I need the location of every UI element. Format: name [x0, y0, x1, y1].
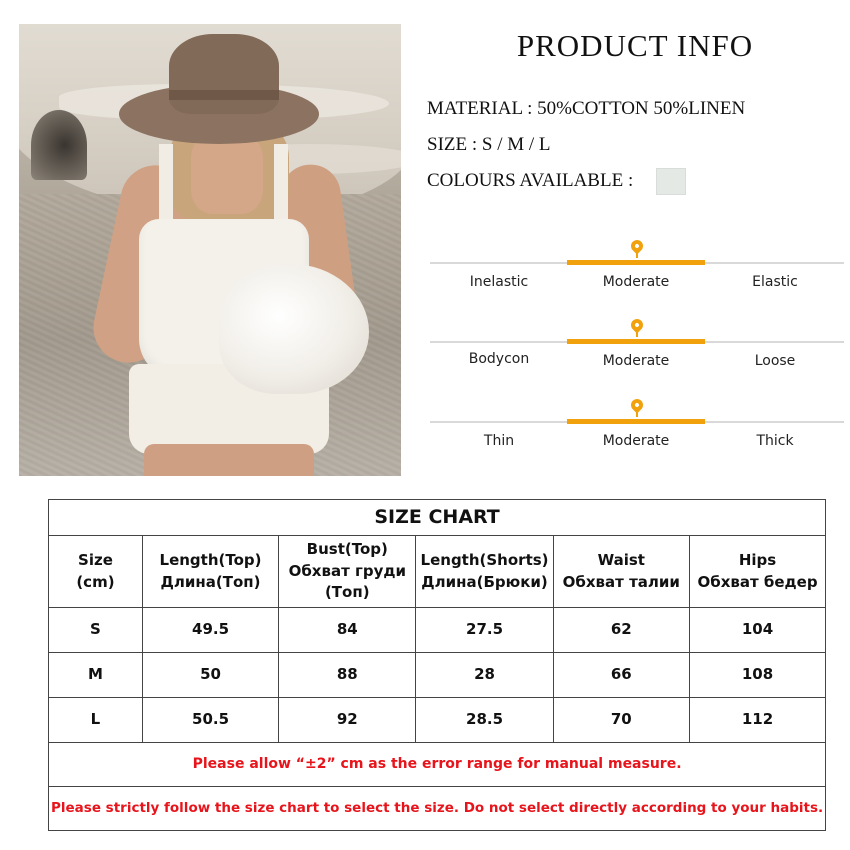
hat-band — [169, 90, 279, 100]
header-cell — [689, 536, 825, 608]
size-chart-header-row — [49, 536, 826, 608]
header-line: Size — [78, 550, 113, 569]
scale-label-right: Elastic — [752, 274, 798, 290]
scale-highlight — [567, 339, 705, 344]
error-range-note: Please allow “±2” cm as the error range for manual measure. — [49, 743, 826, 787]
white-stone — [219, 264, 369, 394]
fit-scale — [430, 319, 844, 389]
product-photo — [19, 24, 401, 476]
table-cell: 84 — [279, 608, 416, 653]
table-row — [49, 698, 826, 743]
header-cell — [279, 536, 416, 608]
size-line: SIZE : S / M / L — [427, 134, 551, 155]
table-row — [49, 653, 826, 698]
header-line: (Топ) — [324, 583, 370, 602]
scale-label-middle: Moderate — [602, 433, 670, 449]
scale-highlight — [567, 419, 705, 424]
header-line: Hips — [738, 550, 777, 569]
header-line: Обхват талии — [562, 572, 680, 591]
size-chart-table — [48, 499, 826, 831]
table-cell: S — [49, 608, 143, 653]
scale-label-left: Inelastic — [469, 274, 529, 290]
table-cell: 104 — [689, 608, 825, 653]
table-cell: 28.5 — [416, 698, 553, 743]
header-line: Waist — [597, 550, 645, 569]
elasticity-scale — [430, 240, 844, 310]
header-cell — [416, 536, 553, 608]
pin-stem — [636, 253, 638, 258]
scale-label-left: Bodycon — [468, 351, 530, 367]
colour-swatch[interactable] — [656, 168, 686, 195]
scale-label-right: Thick — [756, 433, 794, 449]
table-cell: 112 — [689, 698, 825, 743]
header-cell — [142, 536, 278, 608]
model-legs — [144, 444, 314, 476]
model-neck — [191, 134, 263, 214]
location-pin-icon — [629, 397, 646, 414]
table-cell: 28 — [416, 653, 553, 698]
header-cell — [553, 536, 689, 608]
header-line: Length(Top) — [159, 550, 262, 569]
product-info-title: PRODUCT INFO — [516, 28, 754, 63]
scale-label-middle: Moderate — [602, 353, 670, 369]
pin-stem — [636, 332, 638, 337]
material-line: MATERIAL : 50%COTTON 50%LINEN — [427, 98, 746, 119]
table-cell: 108 — [689, 653, 825, 698]
scale-label-right: Loose — [754, 353, 796, 369]
table-cell: 50.5 — [142, 698, 278, 743]
scale-highlight — [567, 260, 705, 265]
header-line: Обхват бедер — [697, 572, 818, 591]
header-line: Bust(Top) — [306, 539, 388, 558]
table-cell: 62 — [553, 608, 689, 653]
header-line: Длина(Брюки) — [421, 572, 548, 591]
table-cell: 66 — [553, 653, 689, 698]
table-cell: 88 — [279, 653, 416, 698]
table-cell: 49.5 — [142, 608, 278, 653]
table-row — [49, 608, 826, 653]
location-pin-icon — [629, 317, 646, 334]
hat-crown — [169, 34, 279, 114]
header-line: Обхват груди — [288, 561, 406, 580]
table-cell: 92 — [279, 698, 416, 743]
table-cell: 70 — [553, 698, 689, 743]
table-cell: 50 — [142, 653, 278, 698]
scale-label-left: Thin — [483, 433, 515, 449]
table-cell: 27.5 — [416, 608, 553, 653]
header-line: (cm) — [76, 572, 115, 591]
header-line: Длина(Топ) — [160, 572, 261, 591]
header-line: Length(Shorts) — [420, 550, 549, 569]
location-pin-icon — [629, 238, 646, 255]
scale-label-middle: Moderate — [602, 274, 670, 290]
size-chart-title: SIZE CHART — [49, 500, 826, 536]
thickness-scale — [430, 399, 844, 469]
pin-stem — [636, 412, 638, 417]
header-cell — [49, 536, 143, 608]
cave-opening — [31, 110, 87, 180]
size-selection-note: Please strictly follow the size chart to select the size. Do not select directly according to your habits. — [49, 787, 826, 831]
colours-line: COLOURS AVAILABLE : — [427, 170, 634, 191]
table-cell: M — [49, 653, 143, 698]
table-cell: L — [49, 698, 143, 743]
